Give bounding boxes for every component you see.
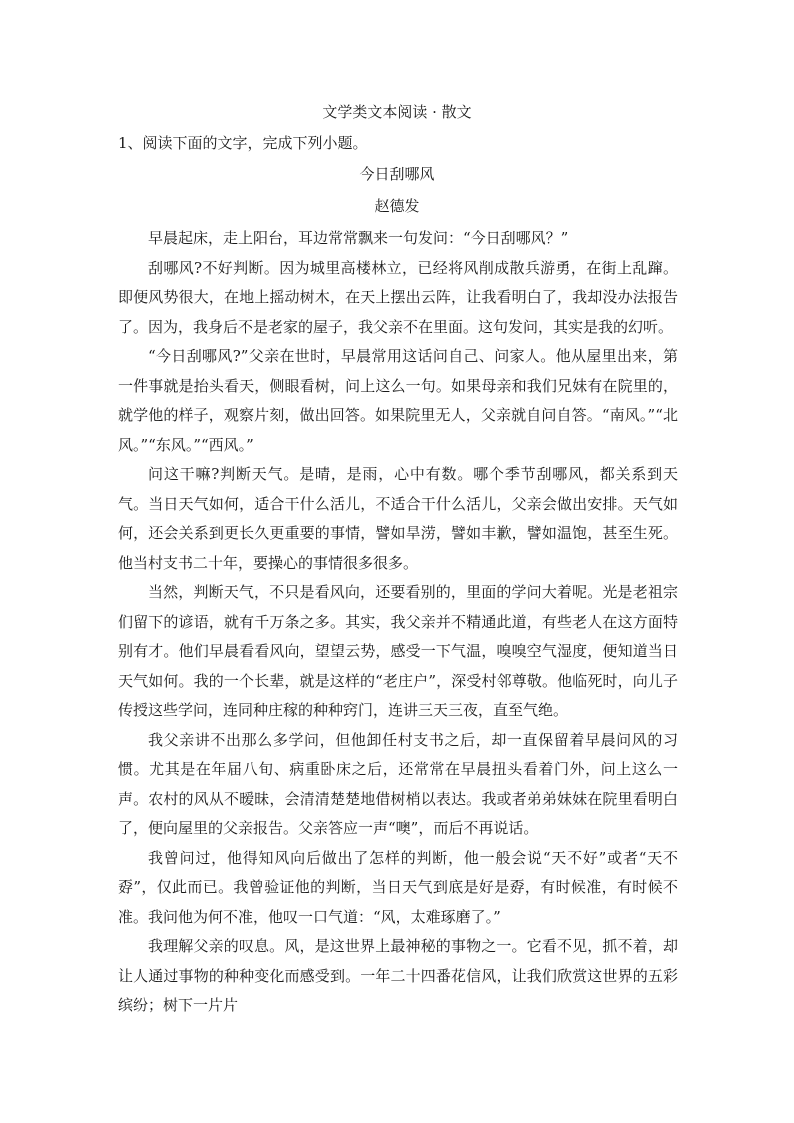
essay-body xyxy=(118,224,678,1021)
document-title: 文学类文本阅读 · 散文 xyxy=(322,103,472,121)
paragraph: “今日刮哪风?”父亲在世时，早晨常用这话问自己、问家人。他从屋里出来，第一件事就是抬头看天，侧眼看树，问上这么一句。如果母亲和我们兄妹有在院里的，就学他的样子，观察片刻，做出回答。如果院里无人，父亲就自问自答。“南风。”“北风。”“东风。”“西风。” xyxy=(118,347,678,454)
paragraph: 问这干嘛?判断天气。是晴，是雨，心中有数。哪个季节刮哪风，都关系到天气。当日天气如何，适合干什么活儿，不适合干什么活儿，父亲会做出安排。天气如何，还会关系到更长久更重要的事情，譬如旱涝，譬如丰歉，譬如温饱，甚至生死。他当村支书二十年，要操心的事情很多很多。 xyxy=(118,465,678,572)
paragraph: 我理解父亲的叹息。风，是这世界上最神秘的事物之一。它看不见，抓不着，却让人通过事物的种种变化而感受到。一年二十四番花信风，让我们欣赏这世界的五彩缤纷；树下一片片 xyxy=(118,937,678,1014)
paragraph: 刮哪风?不好判断。因为城里高楼林立，已经将风削成散兵游勇，在街上乱蹿。即便风势很大，在地上摇动树木，在天上摆出云阵，让我看明白了，我却没办法报告了。因为，我身后不是老家的屋子，我父亲不在里面。这句发问，其实是我的幻听。 xyxy=(118,258,678,336)
paragraph: 我父亲讲不出那么多学问，但他卸任村支书之后，却一直保留着早晨问风的习惯。尤其是在年届八旬、病重卧床之后，还常常在早晨扭头看着门外，问上这么一声。农村的风从不暧昧，会清清楚楚地借树梢以表达。我或者弟弟妹妹在院里看明白了，便向屋里的父亲报告。父亲答应一声“噢”，而后不再说话。 xyxy=(118,730,678,837)
question-prompt: 1、阅读下面的文字，完成下列小题。 xyxy=(118,134,368,152)
paragraph: 当然，判断天气，不只是看风向，还要看别的，里面的学问大着呢。光是老祖宗们留下的谚语，就有千万条之多。其实，我父亲并不精通此道，有些老人在这方面特别有才。他们早晨看看风向，望望云势，感受一下气温，嗅嗅空气湿度，便知道当日天气如何。我的一个长辈，就是这样的“老庄户”，深受村邻尊敬。他临死时，向儿子传授这些学问，连同种庄稼的种种窍门，连讲三天三夜，直至气绝。 xyxy=(118,583,678,719)
paragraph: 我曾问过，他得知风向后做出了怎样的判断，他一般会说“天不好”或者“天不孬”，仅此而已。我曾验证他的判断，当日天气到底是好是孬，有时候准，有时候不准。我问他为何不准，他叹一口气道：“风，太难琢磨了。” xyxy=(118,848,678,926)
paragraph: 早晨起床，走上阳台，耳边常常飘来一句发问：“今日刮哪风？” xyxy=(148,229,569,247)
essay-author: 赵德发 xyxy=(374,197,420,215)
essay-title: 今日刮哪风 xyxy=(359,165,435,183)
